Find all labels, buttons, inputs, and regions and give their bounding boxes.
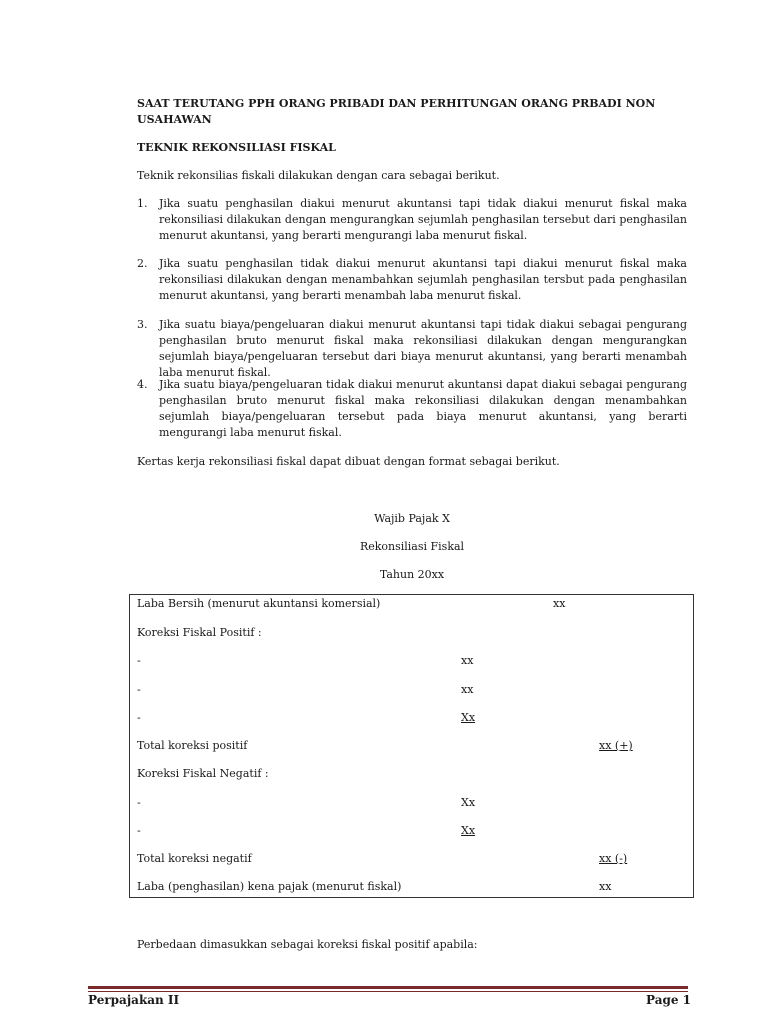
footer-rule-thick xyxy=(88,986,688,989)
list-item-text: Jika suatu biaya/pengeluaran tidak diakui menurut akuntansi dapat diakui sebagai pengurang penghasilan bruto menurut fiskal maka rekonsiliasi dilakukan dengan menambahkan sejumlah biaya/pengeluaran tersebut pada biaya menurut akuntansi, yang berarti mengurangi laba menurut fiskal. xyxy=(159,378,687,439)
positif-dash: - xyxy=(137,683,141,696)
positif-value: Xx xyxy=(461,711,476,724)
negatif-value: Xx xyxy=(461,796,476,809)
worksheet-taxpayer: Wajib Pajak X xyxy=(374,512,450,525)
positif-dash: - xyxy=(137,711,141,724)
list-item-number: 4. xyxy=(137,378,148,391)
koreksi-negatif-label: Koreksi Fiskal Negatif : xyxy=(137,767,269,780)
section-subtitle: TEKNIK REKONSILIASI FISKAL xyxy=(137,141,336,154)
laba-kena-pajak-value: xx xyxy=(599,880,612,893)
positif-dash: - xyxy=(137,654,141,667)
worksheet-year: Tahun 20xx xyxy=(379,568,445,581)
intro-paragraph: Teknik rekonsilias fiskali dilakukan dengan cara sebagai berikut. xyxy=(137,169,500,182)
positif-value: xx xyxy=(461,654,474,667)
footer-course-name: Perpajakan II xyxy=(88,993,180,1007)
total-positif-label: Total koreksi positif xyxy=(137,739,248,752)
list-item xyxy=(137,196,687,244)
koreksi-positif-label: Koreksi Fiskal Positif : xyxy=(137,626,262,639)
total-positif-value: xx (+) xyxy=(599,739,633,752)
laba-bersih-value: xx xyxy=(553,597,566,610)
list-item xyxy=(137,377,687,441)
laba-bersih-label: Laba Bersih (menurut akuntansi komersial) xyxy=(137,597,381,610)
total-negatif-value: xx (-) xyxy=(599,852,628,865)
list-item-text: Jika suatu penghasilan diakui menurut akuntansi tapi tidak diakui menurut fiskal maka rekonsiliasi dilakukan dengan mengurangkan sejumlah penghasilan tersebut dari penghasilan menurut akuntansi, yang berarti mengurangi laba menurut fiskal. xyxy=(159,197,687,242)
list-item-number: 2. xyxy=(137,257,148,270)
negatif-dash: - xyxy=(137,796,141,809)
negatif-dash: - xyxy=(137,824,141,837)
footer-rule-thin xyxy=(88,991,688,992)
list-item-text: Jika suatu penghasilan tidak diakui menurut akuntansi tapi diakui menurut fiskal maka rekonsiliasi dilakukan dengan menambahkan sejumlah penghasilan tersbut pada penghasilan menurut akuntansi, yang berarti menambah laba menurut fiskal. xyxy=(159,257,687,302)
negatif-value: Xx xyxy=(461,824,476,837)
list-item xyxy=(137,317,687,379)
worksheet-intro: Kertas kerja rekonsiliasi fiskal dapat dibuat dengan format sebagai berikut. xyxy=(137,455,560,468)
title-line-2: USAHAWAN xyxy=(137,113,212,126)
footer-page-number: Page 1 xyxy=(646,993,692,1007)
title-line-1: SAAT TERUTANG PPH ORANG PRIBADI DAN PERHITUNGAN ORANG PRBADI NON xyxy=(137,97,656,110)
total-negatif-label: Total koreksi negatif xyxy=(137,852,252,865)
worksheet-title: Rekonsiliasi Fiskal xyxy=(359,540,465,553)
list-item-number: 1. xyxy=(137,197,148,210)
positif-value: xx xyxy=(461,683,474,696)
list-item xyxy=(137,256,687,304)
closing-paragraph: Perbedaan dimasukkan sebagai koreksi fiskal positif apabila: xyxy=(137,938,478,951)
list-item-text: Jika suatu biaya/pengeluaran diakui menurut akuntansi tapi tidak diakui sebagai pengurang penghasilan bruto menurut fiskal maka rekonsiliasi dilakukan dengan mengurangkan sejumlah biaya/pengeluaran tersebut dari biaya menurut akuntansi, yang berarti menambah laba menurut fiskal. xyxy=(159,318,687,379)
list-item-number: 3. xyxy=(137,318,148,331)
laba-kena-pajak-label: Laba (penghasilan) kena pajak (menurut fiskal) xyxy=(137,880,402,893)
